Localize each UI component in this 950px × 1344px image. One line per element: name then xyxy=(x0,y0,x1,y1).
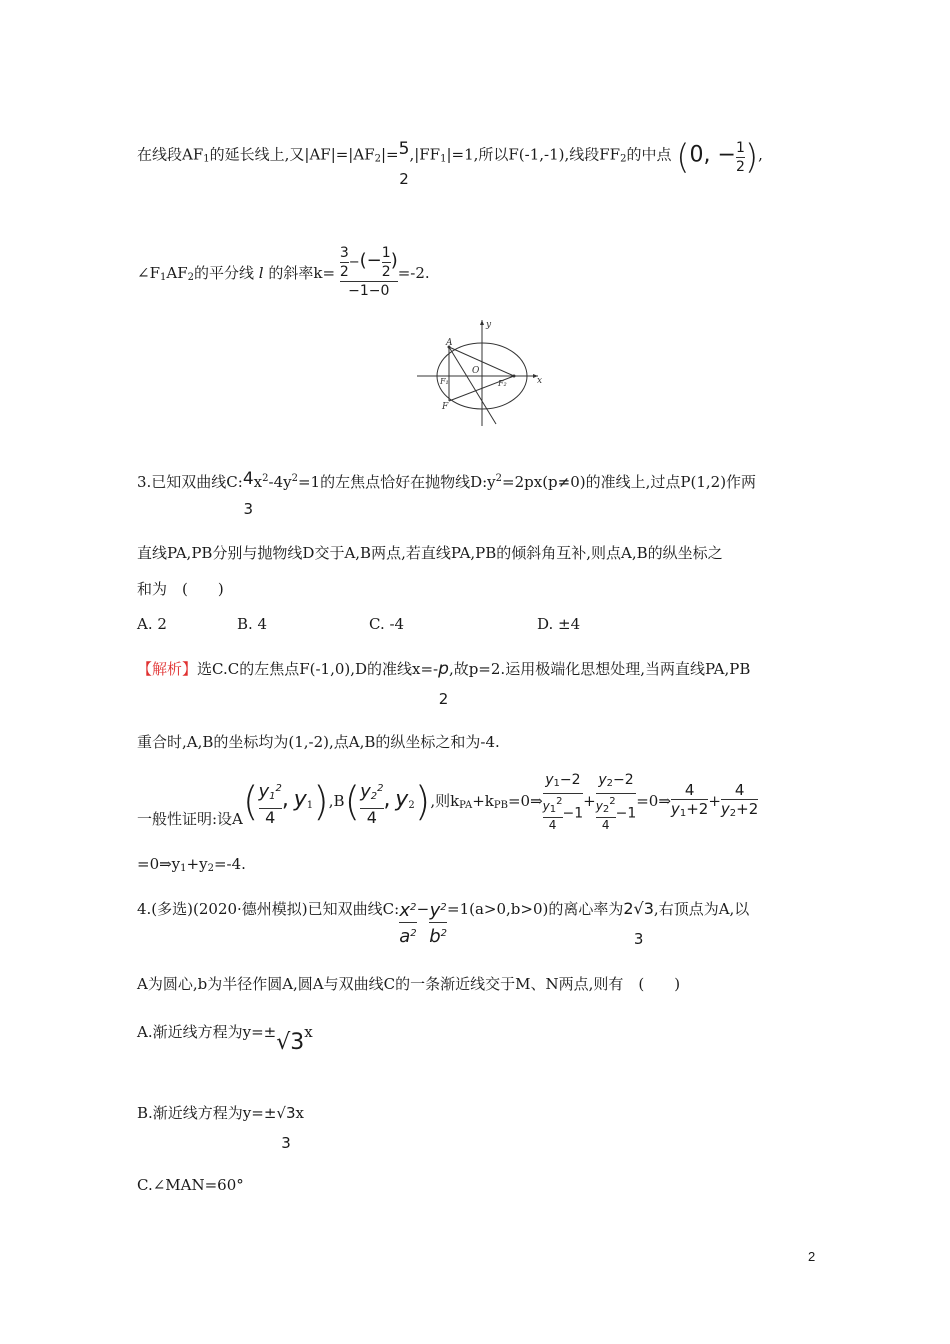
numerator: 1 xyxy=(735,140,745,156)
denominator: 3 xyxy=(243,500,254,518)
fraction-bar xyxy=(429,922,447,923)
subscript: 2 xyxy=(602,804,610,815)
text: 的延长线上,又|AF|=|AF xyxy=(209,145,375,164)
fraction-bar xyxy=(543,793,584,794)
y: y xyxy=(720,800,730,818)
paren-close: ) xyxy=(390,250,398,271)
text: +2 xyxy=(736,800,759,818)
subscript: 2 xyxy=(187,272,194,283)
text: =-4. xyxy=(213,855,246,873)
text: 一般性证明:设A xyxy=(137,810,243,828)
paren-open: (− xyxy=(359,250,382,271)
text: =1(a>0,b>0)的离心率为 xyxy=(447,900,624,918)
text: =0⇒y xyxy=(137,855,181,873)
text: , xyxy=(758,145,763,164)
denominator xyxy=(721,801,758,822)
denominator: 3 xyxy=(633,930,644,948)
denominator xyxy=(399,924,416,947)
denominator: 4 xyxy=(601,818,610,832)
text: +2 xyxy=(686,800,709,818)
text: ,|FF xyxy=(409,145,441,164)
x: x xyxy=(399,900,411,921)
sqrt-three: √3 xyxy=(276,1030,305,1055)
label-y: y xyxy=(486,320,492,330)
label-x: x xyxy=(537,376,543,386)
subscript: 2 xyxy=(207,863,214,874)
fraction-five-halves xyxy=(399,138,410,190)
y2sq-over-4 xyxy=(596,795,616,832)
text: =2px(p≠0)的准线上,过点P(1,2)作两 xyxy=(502,473,757,491)
subscript: 1 xyxy=(440,153,447,165)
minus: − xyxy=(717,142,736,168)
text: −2 xyxy=(559,772,581,788)
eccentricity-fraction xyxy=(623,898,654,950)
question-4-line-2: A为圆心,b为半径作圆A,圆A与双曲线C的一条渐近线交于M、N两点,则有 ( ) xyxy=(137,975,681,993)
point-F2 xyxy=(513,375,516,378)
subscript: PA xyxy=(459,800,473,811)
label-F2: F₂ xyxy=(498,379,507,388)
denominator xyxy=(543,795,584,832)
superscript: 2 xyxy=(410,928,417,939)
superscript: 2 xyxy=(377,782,384,794)
slope-pb-fraction xyxy=(596,772,637,832)
text: =0⇒ xyxy=(636,792,671,810)
numerator: 4 xyxy=(734,781,745,799)
question-4-line-1 xyxy=(137,898,749,950)
text: 3.已知双曲线C: xyxy=(137,473,243,491)
general-proof-line-2 xyxy=(137,853,246,880)
line-l: l xyxy=(258,264,264,282)
text: −2 xyxy=(613,772,634,788)
subscript: 1 xyxy=(159,272,167,283)
y: y xyxy=(360,780,371,802)
question-3-line-3: 和为 ( ) xyxy=(137,580,224,598)
text: x xyxy=(253,473,263,491)
numerator xyxy=(360,779,383,807)
text: |=1,所以F(-1,-1),线段FF xyxy=(446,145,621,164)
y: y xyxy=(395,787,409,812)
label-A: A xyxy=(446,338,453,348)
fraction-bar xyxy=(736,157,745,158)
numerator xyxy=(259,779,282,807)
question-4-option-b[interactable] xyxy=(137,1102,304,1154)
numerator: p xyxy=(438,659,449,679)
text: ,B xyxy=(328,792,345,810)
text: =0⇒ xyxy=(507,792,543,810)
y2-over-b2 xyxy=(429,898,447,947)
subscript: PB xyxy=(493,800,508,811)
superscript: 2 xyxy=(291,473,298,484)
numerator: 4 xyxy=(242,469,254,489)
fraction-bar xyxy=(399,922,416,923)
x2-over-a2 xyxy=(399,898,416,947)
text: +k xyxy=(472,792,494,810)
label-O: O xyxy=(472,366,480,376)
solution-3-line-1 xyxy=(137,658,750,710)
numerator: √3 xyxy=(276,1104,296,1122)
slope-numerator xyxy=(340,245,398,280)
question-3-options xyxy=(137,613,580,635)
text: =-2. xyxy=(397,264,430,282)
numerator xyxy=(596,772,637,792)
solution-line-2 xyxy=(137,245,430,299)
superscript: 2 xyxy=(495,473,503,484)
text: ,则k xyxy=(430,792,460,810)
general-proof-line xyxy=(137,772,758,832)
text: +y xyxy=(186,855,208,873)
superscript: 2 xyxy=(556,796,563,807)
comma: , xyxy=(703,142,718,168)
fraction-bar xyxy=(596,793,637,794)
superscript: 2 xyxy=(410,902,417,913)
denominator: 3 xyxy=(281,1134,291,1152)
denominator xyxy=(596,795,637,832)
denominator: 4 xyxy=(548,818,557,832)
paren-left: ( xyxy=(344,779,361,825)
text: |= xyxy=(380,145,399,164)
text: AF xyxy=(166,264,188,282)
y: y xyxy=(293,787,307,812)
numerator: 1 xyxy=(381,245,391,261)
slope-fraction xyxy=(340,245,398,299)
denominator xyxy=(671,801,708,822)
question-4-option-a[interactable] xyxy=(137,1020,313,1055)
numerator xyxy=(429,898,447,921)
fraction-bar xyxy=(340,262,349,263)
paren-left: ( xyxy=(676,137,690,178)
subscript: 1 xyxy=(203,153,210,165)
midpoint-x: 0 xyxy=(689,142,704,168)
text: -4y xyxy=(268,473,292,491)
y: y xyxy=(598,772,607,788)
fraction-p-half xyxy=(438,658,449,710)
page-number: 2 xyxy=(808,1249,816,1264)
subscript: 2 xyxy=(374,153,381,165)
solution-tag: 【解析】 xyxy=(137,660,198,678)
denominator xyxy=(429,924,447,947)
one-half-inner xyxy=(382,245,391,280)
text: 在线段AF xyxy=(137,145,204,164)
minus: − xyxy=(416,900,430,918)
fraction-bar xyxy=(340,281,398,282)
denominator: 2 xyxy=(735,159,745,175)
text: −1 xyxy=(562,805,584,822)
paren-right: ) xyxy=(313,779,329,825)
option-c[interactable]: C. -4 xyxy=(369,615,405,633)
y: y xyxy=(542,799,550,813)
fraction-bar xyxy=(382,262,391,263)
denominator: 4 xyxy=(366,807,377,827)
solution-3-line-2: 重合时,A,B的坐标均为(1,-2),点A,B的纵坐标之和为-4. xyxy=(137,733,500,751)
text: ∠F xyxy=(137,264,160,282)
superscript: 2 xyxy=(440,928,447,939)
subscript: 2 xyxy=(408,800,415,811)
numerator xyxy=(543,772,584,792)
numerator xyxy=(543,795,563,816)
subscript: 2 xyxy=(370,790,378,802)
y: y xyxy=(429,900,441,921)
superscript: 2 xyxy=(275,782,282,794)
text: =1的左焦点恰好在抛物线D:y xyxy=(297,473,496,491)
subscript: 1 xyxy=(679,808,687,819)
y1sq-over-4 xyxy=(543,795,563,832)
subscript: 2 xyxy=(620,153,627,165)
option-b[interactable]: B. 4 xyxy=(237,615,268,633)
minus: − xyxy=(348,255,360,270)
question-3-line-2: 直线PA,PB分别与抛物线D交于A,B两点,若直线PA,PB的倾斜角互补,则点A,B的纵坐标之 xyxy=(137,544,723,562)
four-over-y1-plus-2 xyxy=(671,782,708,822)
paren-left: ( xyxy=(242,779,259,825)
denominator: 4 xyxy=(265,807,276,827)
superscript: 2 xyxy=(609,796,616,807)
comma: , xyxy=(281,787,289,812)
denominator: 2 xyxy=(438,690,449,708)
text: 4.(多选)(2020·德州模拟)已知双曲线C: xyxy=(137,900,400,918)
text: ,右顶点为A,以 xyxy=(653,900,750,918)
paren-right: ) xyxy=(744,137,759,178)
subscript: 2 xyxy=(729,808,737,819)
text: ,故p=2.运用极端化思想处理,当两直线PA,PB xyxy=(448,660,751,678)
midpoint-expression xyxy=(676,137,759,178)
denominator: 2 xyxy=(381,264,391,280)
numerator: 2√3 xyxy=(623,899,654,918)
denominator: 2 xyxy=(339,264,349,280)
y: y xyxy=(670,800,680,818)
slope-pa-fraction xyxy=(543,772,584,832)
numerator: 4 xyxy=(684,781,695,799)
plus: + xyxy=(708,792,721,810)
one-half xyxy=(736,140,745,175)
numerator: 3 xyxy=(339,245,349,261)
y-axis-arrow xyxy=(480,320,484,325)
comma: , xyxy=(383,787,391,812)
text: B.渐近线方程为y=± xyxy=(137,1104,277,1122)
text: 的斜率k= xyxy=(268,264,336,282)
label-F: F xyxy=(442,402,449,412)
y2-squared-over-4 xyxy=(360,779,383,826)
subscript: 1 xyxy=(553,778,560,789)
fraction-four-thirds xyxy=(243,468,254,520)
y: y xyxy=(545,772,554,788)
question-3-line-1 xyxy=(137,468,756,520)
text: x xyxy=(295,1104,304,1122)
three-halves xyxy=(340,245,349,280)
numerator xyxy=(596,795,616,816)
ellipse-figure xyxy=(410,316,550,428)
four-over-y2-plus-2 xyxy=(721,782,758,822)
superscript: 2 xyxy=(262,473,269,484)
sqrt3-over-3 xyxy=(276,1102,295,1154)
text: 的平分线 xyxy=(193,264,254,282)
text: 的中点 xyxy=(626,145,672,164)
numerator xyxy=(399,898,416,921)
subscript: 1 xyxy=(549,804,557,815)
text: x xyxy=(304,1023,313,1041)
subscript: 2 xyxy=(606,778,613,789)
question-4-option-c[interactable]: C.∠MAN=60° xyxy=(137,1176,244,1194)
y1-squared-over-4 xyxy=(259,779,282,826)
label-F1: F₁ xyxy=(440,377,449,386)
solution-line-1 xyxy=(137,138,763,190)
plus: + xyxy=(583,792,596,810)
text: A.渐近线方程为y=± xyxy=(137,1023,277,1041)
y: y xyxy=(258,780,270,802)
b: b xyxy=(429,926,441,947)
subscript: 1 xyxy=(269,790,276,802)
slope-denominator: −1−0 xyxy=(348,283,390,299)
text: −1 xyxy=(615,805,637,822)
text: 选C.C的左焦点F(-1,0),D的准线x=- xyxy=(197,660,439,678)
denominator: 2 xyxy=(399,170,409,188)
numerator: 5 xyxy=(398,139,410,159)
y: y xyxy=(595,799,603,813)
option-a[interactable]: A. 2 xyxy=(137,615,167,633)
option-d[interactable]: D. ±4 xyxy=(537,615,581,633)
superscript: 2 xyxy=(440,902,447,913)
subscript: 1 xyxy=(180,863,187,874)
a: a xyxy=(399,926,411,947)
paren-right: ) xyxy=(414,779,431,825)
subscript: 1 xyxy=(306,800,314,811)
